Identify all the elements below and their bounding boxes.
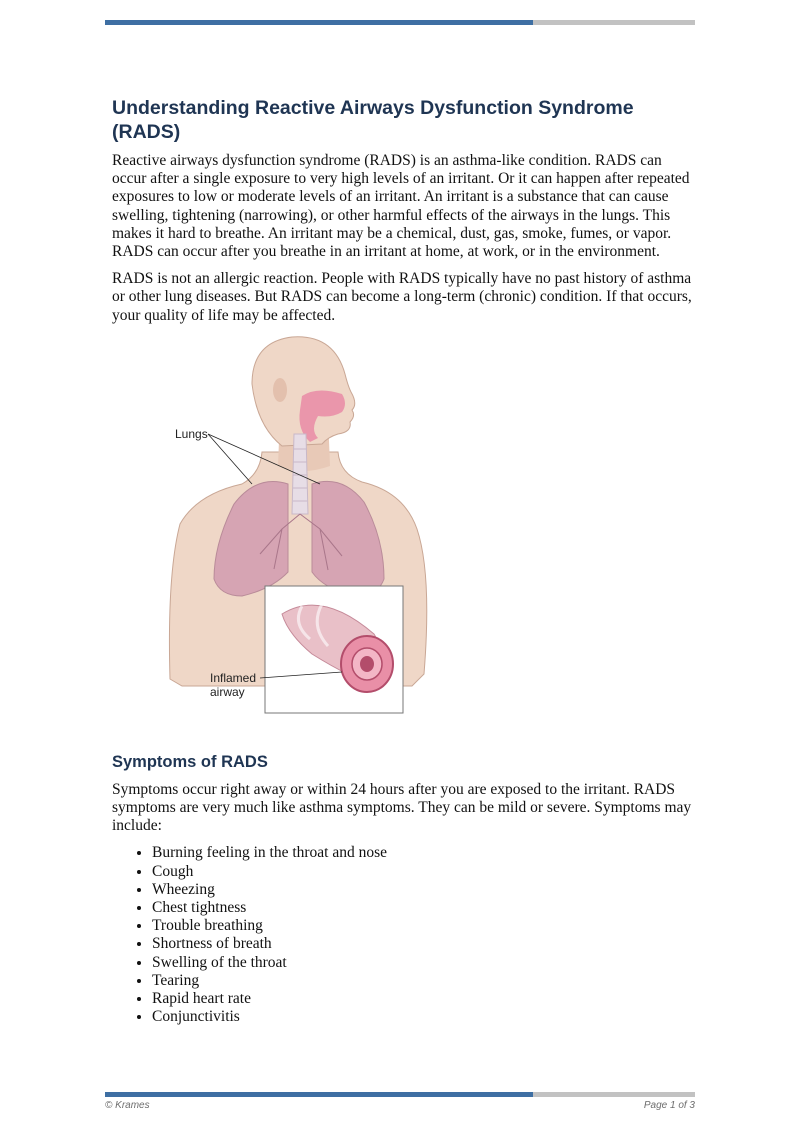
lungs-label: Lungs — [175, 426, 208, 441]
symptom-item: • Trouble breathing — [152, 917, 692, 935]
intro-paragraph-2: RADS is not an allergic reaction. People with RADS typically have no past history of asthma or other lung diseases. But RADS can become a long-term (chronic) condition. If that occurs, your quality of life may be affected. — [112, 270, 692, 324]
page-number: Page 1 of 3 — [643, 1100, 695, 1111]
symptom-item: • Burning feeling in the throat and nose — [152, 844, 692, 862]
trachea — [292, 434, 308, 514]
copyright-text: © Krames — [105, 1100, 150, 1111]
symptom-item: • Cough — [152, 863, 692, 881]
intro-paragraph-1: Reactive airways dysfunction syndrome (RADS) is an asthma-like condition. RADS can occur after a single exposure to very high levels of an irritant. Or it can happen after repeated exposures to low or moderate levels of an irritant. An irritant is a substance that can cause swelling, tightening (narrowing), or other harmful effects of the airways in the lungs. This makes it hard to breathe. An irritant may be a chemical, dust, gas, smoke, fumes, or vapor. RADS can occur after you breathe in an irritant at home, at work, or in the environment. — [112, 152, 690, 261]
symptom-item: • Tearing — [152, 972, 692, 990]
airway-label: airway — [210, 684, 245, 699]
rads-illustration — [142, 334, 442, 729]
article-content — [112, 96, 692, 1026]
anatomy-illustration — [142, 334, 442, 729]
top-rule-accent — [105, 20, 533, 25]
symptoms-list — [112, 844, 692, 1026]
symptom-item: • Shortness of breath — [152, 935, 692, 953]
symptom-item: • Conjunctivitis — [152, 1008, 692, 1026]
symptom-item: • Rapid heart rate — [152, 990, 692, 1008]
bottom-rule — [105, 1092, 695, 1097]
page-footer — [105, 1100, 695, 1111]
bottom-rule-accent — [105, 1092, 533, 1097]
top-rule — [105, 20, 695, 25]
bottom-rule-track — [533, 1092, 695, 1097]
inflamed-label: Inflamed — [210, 670, 257, 685]
symptom-item: • Swelling of the throat — [152, 954, 692, 972]
symptom-item: • Chest tightness — [152, 899, 692, 917]
top-rule-track — [533, 20, 695, 25]
symptoms-heading: Symptoms of RADS — [112, 752, 268, 771]
symptom-item: • Wheezing — [152, 881, 692, 899]
symptoms-intro: Symptoms occur right away or within 24 hours after you are exposed to the irritant. RADS symptoms are very much like asthma symptoms. They can be mild or severe. Symptoms may include: — [112, 780, 692, 835]
page-title: Understanding Reactive Airways Dysfunction Syndrome (RADS) — [112, 97, 634, 143]
